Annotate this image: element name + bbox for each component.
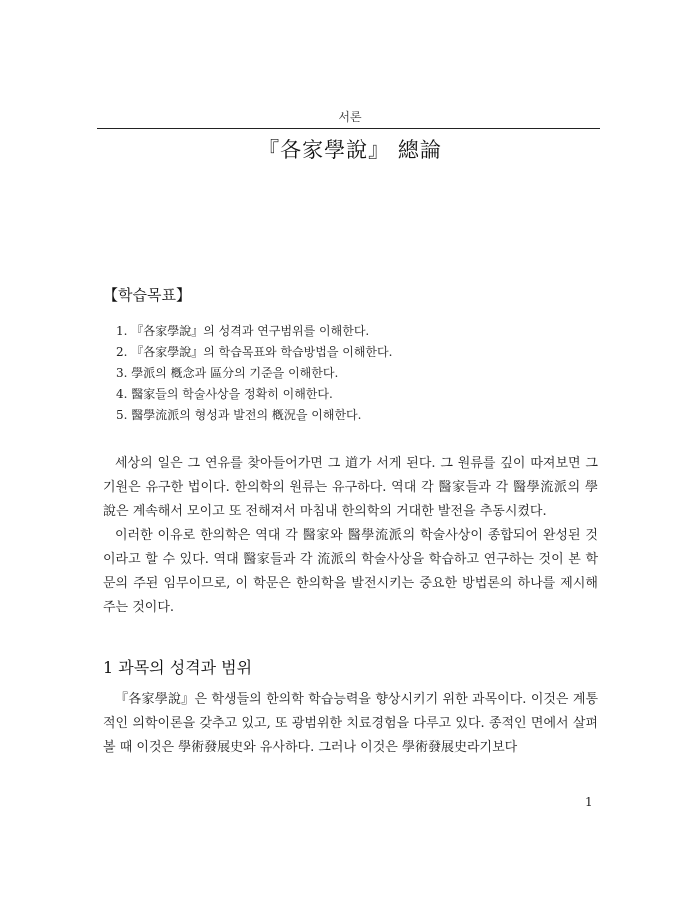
chapter-title: 『各家學說』 總論 bbox=[258, 138, 442, 162]
objective-item: 1. 『各家學說』의 성격과 연구범위를 이해한다. bbox=[116, 324, 370, 338]
objective-item: 4. 醫家들의 학술사상을 정확히 이해한다. bbox=[116, 387, 333, 401]
learning-objectives-list bbox=[116, 321, 392, 426]
header-divider bbox=[97, 128, 600, 129]
objective-item: 3. 學派의 槪念과 區分의 기준을 이해한다. bbox=[116, 366, 339, 380]
running-header: 서론 bbox=[338, 110, 362, 124]
intro-paragraph: 세상의 일은 그 연유를 찾아들어가면 그 道가 서게 된다. 그 원류를 깊이 따져보면 그 기원은 유구한 법이다. 한의학의 원류는 유구하다. 역대 각 醫家들과 각 醫學流派의 學說은 계속해서 모이고 또 전해져서 마침내 한의학의 거대한 발전을 추동시켰다. bbox=[103, 456, 598, 519]
objective-item: 5. 醫學流派의 형성과 발전의 槪況을 이해한다. bbox=[116, 408, 362, 422]
section-heading: 1 과목의 성격과 범위 bbox=[103, 658, 253, 677]
intro-text bbox=[103, 452, 598, 620]
section-paragraph: 『各家學說』은 학생들의 한의학 학습능력을 향상시키기 위한 과목이다. 이것은 계통적인 의학이론을 갖추고 있고, 또 광범위한 치료경험을 다루고 있다. 종적인 면에서 살펴볼 때 이것은 學術發展史와 유사하다. 그러나 이것은 學術發展史라기보다 bbox=[103, 692, 598, 755]
page-number: 1 bbox=[585, 795, 593, 809]
section-body-text bbox=[103, 688, 598, 760]
objective-item: 2. 『各家學說』의 학습목표와 학습방법을 이해한다. bbox=[116, 345, 393, 359]
intro-paragraph: 이러한 이유로 한의학은 역대 각 醫家와 醫學流派의 학술사상이 종합되어 완성된 것이라고 할 수 있다. 역대 醫家들과 각 流派의 학술사상을 학습하고 연구하는 것이 본 학문의 주된 임무이므로, 이 학문은 한의학을 발전시키는 중요한 방법론의 하나를 제시해주는 것이다. bbox=[103, 528, 598, 615]
learning-objectives-heading: 【학습목표】 bbox=[103, 286, 191, 304]
